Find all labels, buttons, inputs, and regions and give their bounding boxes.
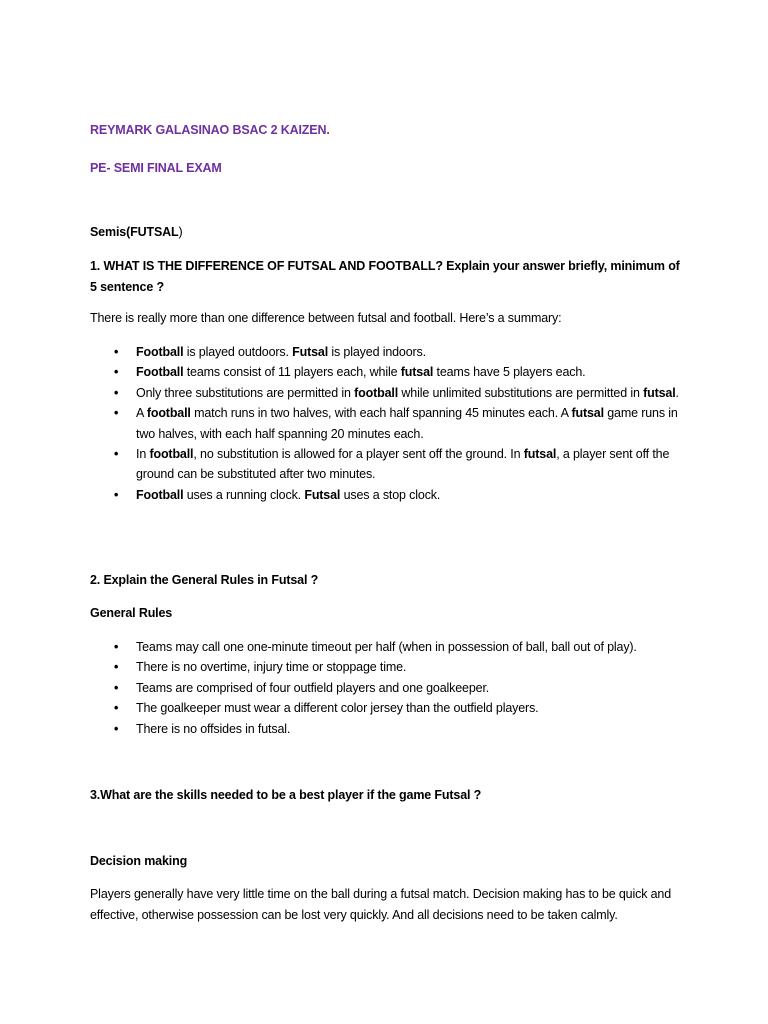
bold-text: futsal <box>643 385 676 400</box>
text-run: teams have 5 players each. <box>433 365 586 380</box>
list-item <box>90 383 680 403</box>
exam-title: PE- SEMI FINAL EXAM <box>90 161 222 175</box>
list-item <box>90 403 680 444</box>
text-run: , a player sent off the ground can be substituted after two minutes. <box>136 447 670 482</box>
bold-text: football <box>146 406 191 421</box>
text-run: , no substitution is allowed for a player sent off the ground. In <box>193 447 524 462</box>
list-item <box>90 444 680 485</box>
text-run: In <box>136 447 150 462</box>
list-item: • Teams may call one one-minute timeout per half (when in possession of ball, ball out of play). <box>90 637 680 657</box>
bold-text: football <box>354 385 399 400</box>
bold-text: futsal <box>523 447 557 462</box>
question-2: 2. Explain the General Rules in Futsal ? <box>90 573 319 587</box>
list-item <box>90 342 680 362</box>
text-run: is played outdoors. <box>183 345 293 359</box>
list-item: • The goalkeeper must wear a different color jersey than the outfield players. <box>90 698 680 718</box>
list-item <box>90 485 680 505</box>
text-run: is played indoors. <box>328 345 426 359</box>
bold-text: Futsal <box>292 345 329 359</box>
subject-suffix: ) <box>178 225 183 239</box>
bold-text: Football <box>136 365 184 380</box>
subject-prefix: Semis(FUTSAL <box>90 225 179 239</box>
bold-text: futsal <box>400 365 434 380</box>
subject-heading <box>90 222 183 242</box>
bold-text: Football <box>136 345 184 359</box>
bold-text: football <box>149 447 194 462</box>
list-item: • There is no offsides in futsal. <box>90 719 680 739</box>
text-run: while unlimited substitutions are permitted in <box>398 385 644 400</box>
text-run: uses a stop clock. <box>340 487 441 502</box>
text-run: game runs in two halves, with each half spanning 20 minutes each. <box>136 406 678 441</box>
difference-list <box>90 342 680 505</box>
text-run: A <box>136 406 147 421</box>
bold-text: Football <box>136 487 184 502</box>
author-line: REYMARK GALASINAO BSAC 2 KAIZEN. <box>90 123 330 137</box>
decision-making-text: Players generally have very little time on the ball during a futsal match. Decision making has to be quick and effective, otherwise possession can be lost very quickly. And all decisions need to be taken calmly. <box>90 887 672 922</box>
text-run: Only three substitutions are permitted in <box>136 385 355 400</box>
question-3: 3.What are the skills needed to be a best player if the game Futsal ? <box>90 788 482 802</box>
text-run: uses a running clock. <box>183 487 305 502</box>
question-1: 1. WHAT IS THE DIFFERENCE OF FUTSAL AND FOOTBALL? Explain your answer briefly, minimum of 5 sentence ? <box>90 259 680 294</box>
decision-making-heading: Decision making <box>90 854 188 868</box>
list-item: • Teams are comprised of four outfield players and one goalkeeper. <box>90 678 680 698</box>
list-item <box>90 362 680 382</box>
general-rules-list <box>90 637 680 739</box>
text-run: match runs in two halves, with each half spanning 45 minutes each. A <box>190 406 572 421</box>
text-run: . <box>675 385 679 400</box>
general-rules-heading: General Rules <box>90 606 173 620</box>
bold-text: Futsal <box>304 487 341 502</box>
question-1-intro: There is really more than one difference between futsal and football. Here’s a summary: <box>90 311 562 325</box>
bold-text: futsal <box>571 406 604 421</box>
list-item: • There is no overtime, injury time or stoppage time. <box>90 657 680 677</box>
text-run: teams consist of 11 players each, while <box>183 365 401 380</box>
